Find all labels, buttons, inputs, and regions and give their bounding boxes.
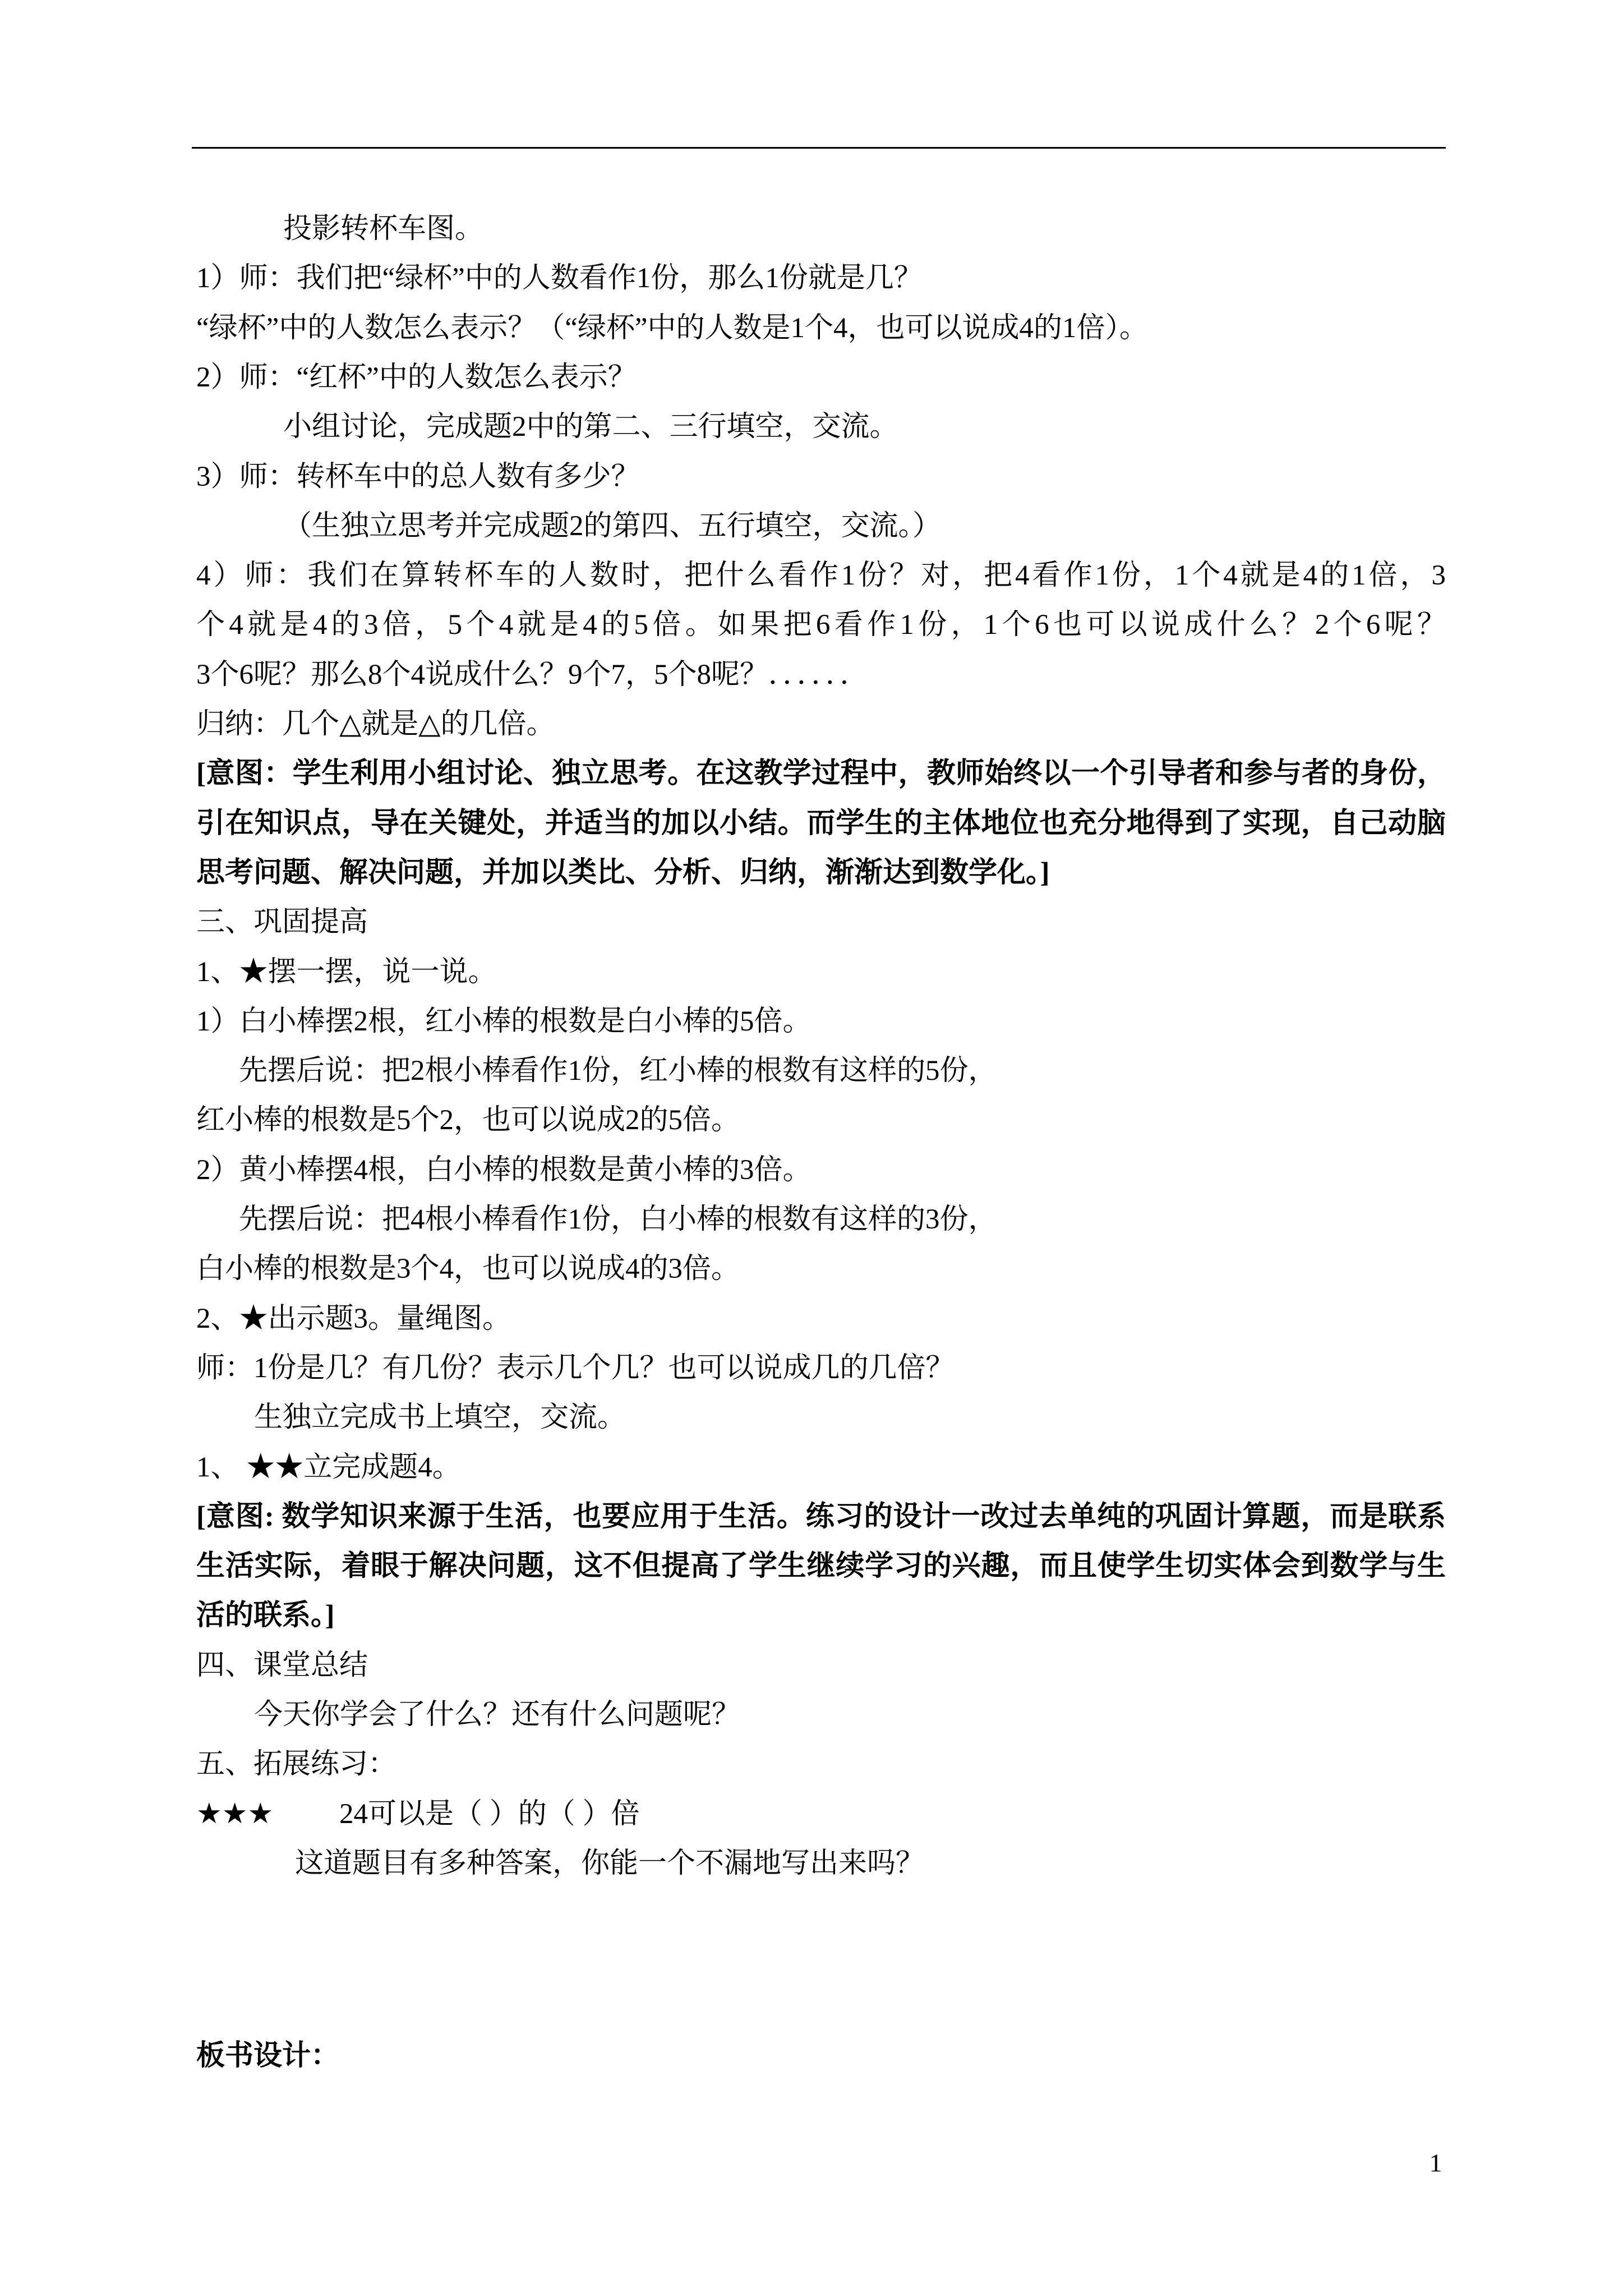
class-summary-heading: 四、课堂总结: [196, 1650, 368, 1681]
page-number: 1: [1429, 2148, 1442, 2177]
exercise-1: 1、★摆一摆，说一说。: [196, 956, 497, 988]
intent-2-line-1: [意图: 数学知识来源于生活，也要应用于生活。练习的设计一改过去单纯的巩固计算题，而是联系: [196, 1501, 1446, 1533]
exercise-1-part-1-talk-1: 先摆后说：把2根小棒看作1份，红小棒的根数有这样的5份，: [239, 1055, 997, 1087]
exercise-1-part-2-talk-1: 先摆后说：把4根小棒看作1份，白小棒的根数有这样的3份，: [239, 1204, 997, 1235]
exercise-1-part-1: 1）白小棒摆2根，红小棒的根数是白小棒的5倍。: [196, 1006, 811, 1037]
difficulty-stars: ★★★: [196, 1798, 274, 1830]
projection-line: 投影转杯车图。: [283, 213, 484, 245]
exercise-2-task: 生独立完成书上填空，交流。: [254, 1402, 626, 1433]
question-3: 3）师：转杯车中的总人数有多少？: [196, 461, 640, 493]
exercise-1-part-1-talk-2: 红小棒的根数是5个2，也可以说成2的5倍。: [196, 1105, 740, 1136]
intent-2-line-3: 活的联系。]: [196, 1600, 335, 1631]
header-rule: [192, 147, 1446, 149]
class-summary-question: 今天你学会了什么？还有什么问题呢？: [254, 1699, 741, 1731]
question-4-line-1: 4）师：我们在算转杯车的人数时，把什么看作1份？对，把4看作1份，1个4就是4的1倍，3: [196, 560, 1446, 591]
intent-1-line-3: 思考问题、解决问题，并加以类比、分析、归纳，渐渐达到数学化。]: [196, 857, 1050, 889]
summary-line: 归纳：几个△就是△的几倍。: [196, 708, 555, 740]
question-2: 2）师：“红杯”中的人数怎么表示？: [196, 362, 637, 393]
exercise-1-part-2-talk-2: 白小棒的根数是3个4，也可以说成4的3倍。: [196, 1253, 740, 1285]
board-design-label: 板书设计：: [196, 2040, 340, 2072]
question-3-task: （生独立思考并完成题2的第四、五行填空，交流。）: [283, 510, 942, 542]
question-1-followup: “绿杯”中的人数怎么表示？（“绿杯”中的人数是1个4，也可以说成4的1倍）。: [196, 312, 1149, 344]
intent-2-line-2: 生活实际，着眼于解决问题，这不但提高了学生继续学习的兴趣，而且使学生切实体会到数学与生: [196, 1550, 1446, 1582]
question-1: 1）师：我们把“绿杯”中的人数看作1份，那么1份就是几？: [196, 263, 923, 294]
extension-exercise: 24可以是（ ）的（ ）倍: [339, 1798, 640, 1830]
consolidation-heading: 三、巩固提高: [196, 907, 368, 938]
exercise-3: 1、 ★★立完成题4。: [196, 1452, 461, 1483]
intent-1-line-1: [意图：学生利用小组讨论、独立思考。在这教学过程中，教师始终以一个引导者和参与者的身份，: [196, 758, 1446, 789]
intent-1-line-2: 引在知识点，导在关键处，并适当的加以小结。而学生的主体地位也充分地得到了实现，自己动脑: [196, 808, 1446, 839]
extension-note: 这道题目有多种答案，你能一个不漏地写出来吗？: [295, 1848, 925, 1879]
question-4-line-2: 个4就是4的3倍，5个4就是4的5倍。如果把6看作1份，1个6也可以说成什么？2个6呢？: [196, 609, 1446, 641]
exercise-2-question: 师：1份是几？有几份？表示几个几？也可以说成几的几倍？: [196, 1352, 955, 1384]
question-2-task: 小组讨论，完成题2中的第二、三行填空，交流。: [283, 411, 898, 443]
question-4-line-3: 3个6呢？那么8个4说成什么？9个7，5个8呢？．．．．．．: [196, 659, 869, 691]
exercise-1-part-2: 2）黄小棒摆4根，白小棒的根数是黄小棒的3倍。: [196, 1154, 811, 1186]
extension-heading: 五、拓展练习：: [196, 1749, 397, 1780]
exercise-2: 2、★出示题3。量绳图。: [196, 1303, 511, 1335]
